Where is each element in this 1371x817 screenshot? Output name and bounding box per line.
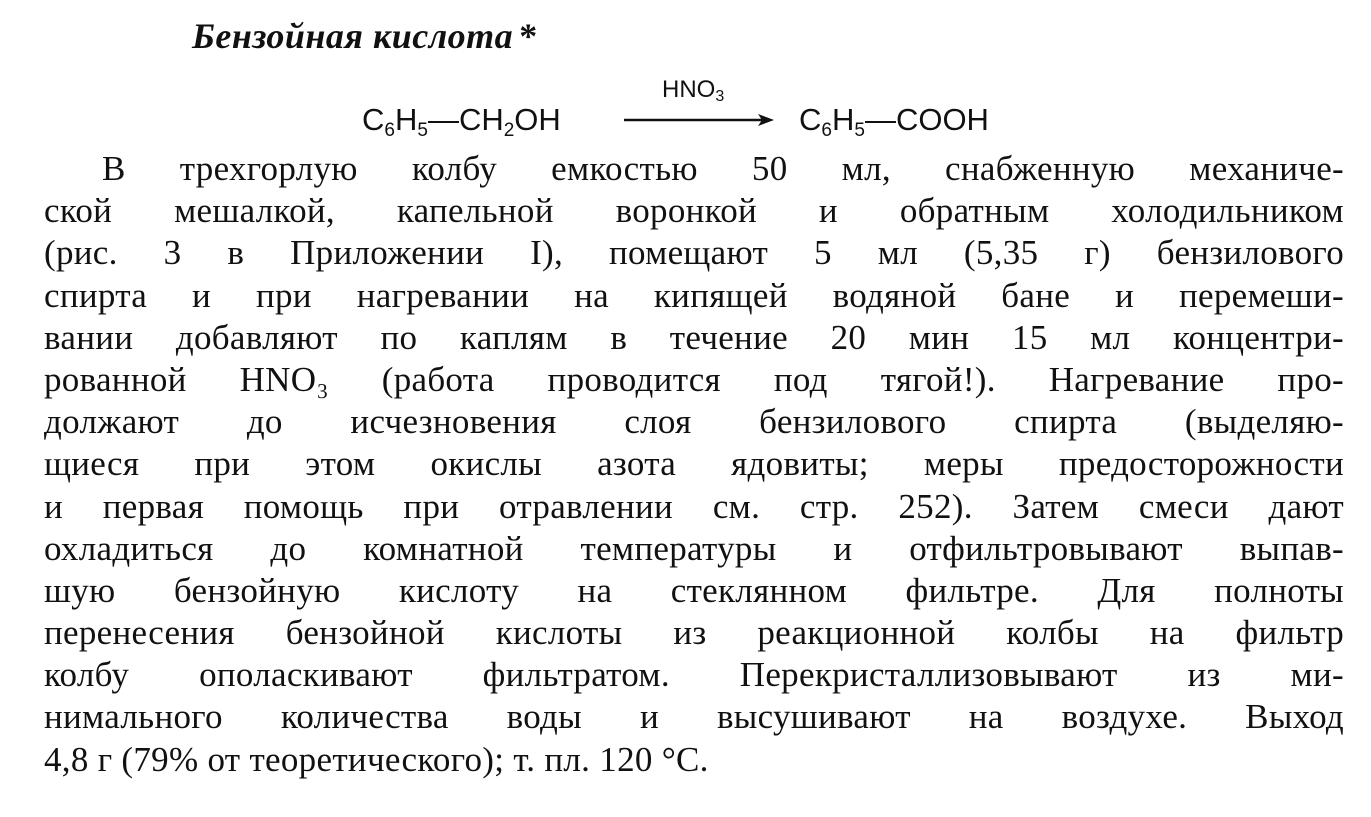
- paragraph-line: спирта и при нагревании на кипящей водяной бане и перемеши-: [44, 275, 1344, 315]
- product-cooh: —COOH: [864, 102, 989, 137]
- title-text: Бензойная кислота: [192, 16, 514, 56]
- reactant-h: H: [394, 102, 418, 137]
- reagent-label: [662, 76, 724, 111]
- product-sub-5: 5: [854, 120, 865, 141]
- paragraph-line: рованной HNO₃ (работа проводится под тягой!). Нагревание про-: [44, 359, 1344, 399]
- paragraph-line: (рис. 3 в Приложении I), помещают 5 мл (5,35 г) бензилового: [44, 233, 1344, 273]
- reagent-main: HNO: [662, 76, 716, 103]
- paragraph-line: охладиться до комнатной температуры и отфильтровывают выпав-: [44, 528, 1344, 568]
- reactant-sub-5: 5: [417, 120, 428, 141]
- reactant-c: C: [362, 102, 385, 137]
- reactant-sub-2: 2: [503, 120, 515, 141]
- reactant-ch: —CH: [427, 102, 504, 137]
- reactant-formula: [362, 100, 561, 151]
- paragraph-line: щиеся при этом окислы азота ядовиты; меры предосторожности: [44, 444, 1344, 484]
- reaction-arrow-group: [624, 72, 774, 136]
- recipe-title: [192, 14, 538, 58]
- product-sub-6: 6: [821, 120, 832, 141]
- reactant-sub-6: 6: [384, 120, 395, 141]
- paragraph-line: перенесения бензойной кислоты из реакционной колбы на фильтр: [44, 613, 1344, 653]
- paragraph-line: ской мешалкой, капельной воронкой и обратным холодильником: [44, 191, 1344, 231]
- paragraph-line: 4,8 г (79% от теоретического); т. пл. 120 °C.: [44, 739, 709, 779]
- paragraph-line: и первая помощь при отравлении см. стр. 252). Затем смеси дают: [44, 486, 1344, 526]
- paragraph-line: колбу ополаскивают фильтратом. Перекристаллизовывают из ми-: [44, 655, 1344, 695]
- reaction-arrow-icon: [624, 110, 774, 130]
- procedure-paragraph: [44, 148, 1344, 781]
- paragraph-line: нимального количества воды и высушивают на воздухе. Выход: [44, 697, 1344, 737]
- product-formula: [799, 100, 989, 151]
- reactant-oh: OH: [514, 102, 561, 137]
- reaction-equation: [362, 72, 1062, 142]
- product-c: C: [799, 102, 822, 137]
- product-h: H: [831, 102, 855, 137]
- paragraph-line: В трехгорлую колбу емкостью 50 мл, снабженную механиче-: [102, 149, 1344, 188]
- footnote-asterisk: *: [519, 16, 538, 56]
- paragraph-line: шую бензойную кислоту на стеклянном фильтре. Для полноты: [44, 570, 1344, 610]
- paragraph-line: вании добавляют по каплям в течение 20 мин 15 мл концентри-: [44, 317, 1344, 357]
- reagent-sub: 3: [715, 88, 725, 105]
- paragraph-line: должают до исчезновения слоя бензилового спирта (выделяю-: [44, 402, 1344, 442]
